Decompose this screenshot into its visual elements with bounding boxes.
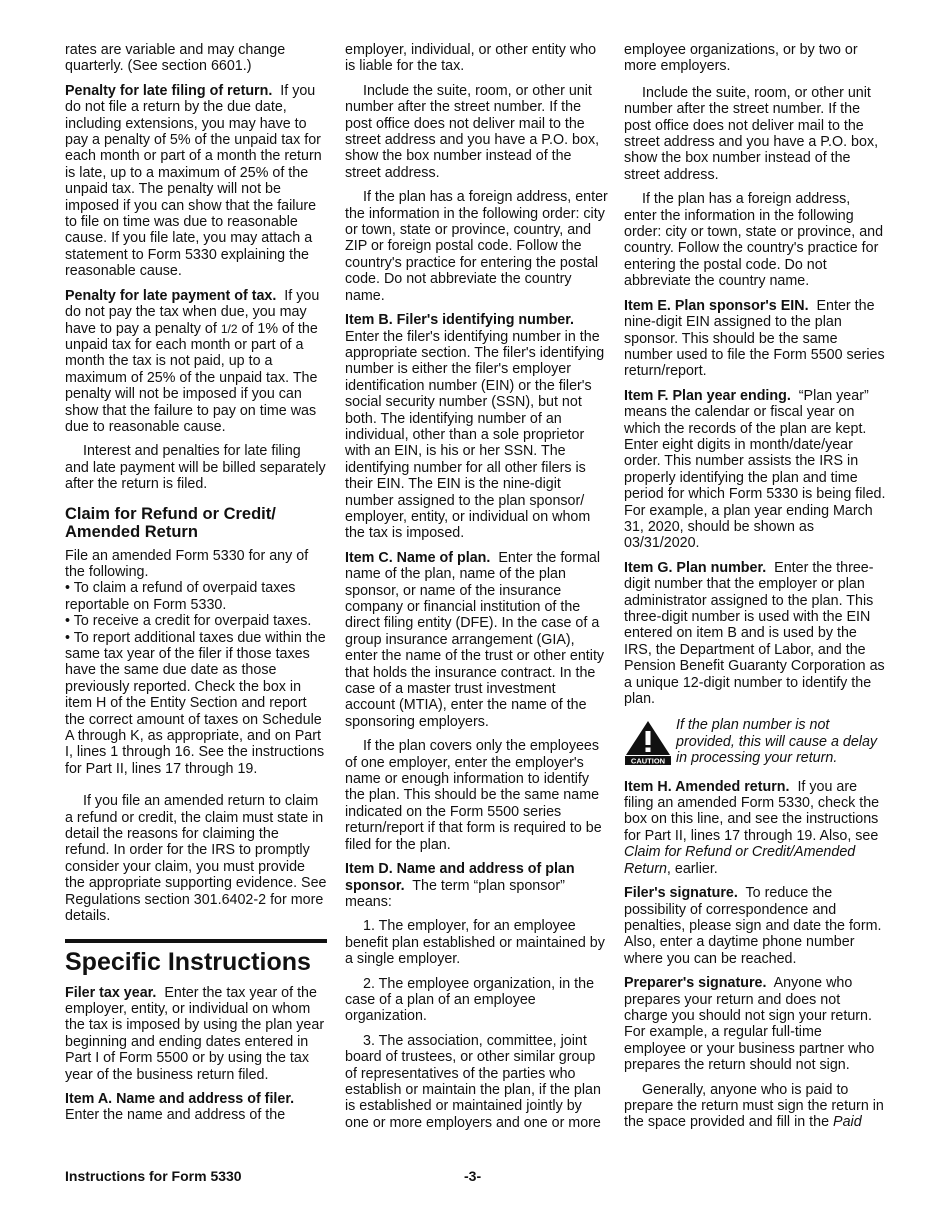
foreign-address-paragraph: If the plan has a foreign address, enter the information in the following order: city or town, state or province, country, and ZIP or foreign postal code. Follow the country's practice for entering the postal code. Do not abbreviate the country name. [345, 189, 608, 304]
late-payment-paragraph [65, 288, 327, 436]
item-c-heading: Item C. Name of plan. [345, 549, 491, 566]
item-h-text: If you are filing an amended Form 5330, check the box on this line, and see the instructions for Part II, lines 17 through 19. Also, see [624, 778, 880, 844]
item-b-heading: Item B. Filer's identifying number. [345, 312, 575, 329]
paid-italic: Paid [833, 1114, 862, 1131]
item-a-paragraph [65, 1091, 327, 1124]
bullet-item: • To receive a credit for overpaid taxes. [65, 613, 312, 630]
item-g-heading: Item G. Plan number. [624, 559, 767, 576]
footer-form-title: Instructions for Form 5330 [65, 1168, 242, 1184]
paragraph: employee organizations, or by two or more employers. [624, 42, 858, 75]
item-e-heading: Item E. Plan sponsor's EIN. [624, 297, 809, 314]
item-h-heading: Item H. Amended return. [624, 778, 790, 795]
item-e-paragraph [624, 298, 886, 380]
filer-signature-heading: Filer's signature. [624, 885, 738, 902]
filer-tax-year-paragraph [65, 985, 327, 1083]
footer-page-number: -3- [464, 1168, 482, 1184]
foreign-address-paragraph: If the plan has a foreign address, enter the information in the following order: city or town, state or province, and country. Follow the country's practice for entering the postal code. Do not abbreviate the country name. [624, 191, 884, 290]
numbered-item: 1. The employer, for an employee benefit plan established or maintained by a single employer. [345, 918, 605, 968]
item-h-reference: Claim for Refund or Credit/Amended Return [624, 844, 856, 877]
paid-preparer-text: Generally, anyone who is paid to prepare the return must sign the return in the space provided and fill in the [624, 1081, 884, 1131]
claim-intro: File an amended Form 5330 for any of the following. [65, 547, 309, 580]
late-filing-paragraph [65, 83, 327, 280]
preparer-signature-text: Anyone who prepares your return and does not charge you should not sign your return. For example, a regular full-time employee or your business partner who prepares the return should not sign. [624, 975, 875, 1074]
numbered-item: 3. The association, committee, joint board of trustees, or other similar group of representatives of the parties who establish or maintain the plan, if the plan is established or maintained jointly by one or more employers and one or more [345, 1032, 601, 1131]
item-h-paragraph [624, 779, 886, 877]
filer-signature-text: To reduce the possibility of correspondence and penalties, please sign and date the form. Also, enter a daytime phone number where you can be reached. [624, 885, 882, 967]
paid-preparer-paragraph [624, 1082, 886, 1131]
caution-notice [624, 717, 886, 766]
item-d-paragraph [345, 861, 608, 910]
caution-text: If the plan number is not provided, this will cause a delay in processing your return. [676, 717, 878, 767]
late-filing-heading: Penalty for late filing of return. [65, 82, 273, 99]
claim-heading: Claim for Refund or Credit/ Amended Return [65, 504, 276, 542]
item-b-text: Enter the filer's identifying number in the appropriate section. The filer's identifying number is either the filer's employer identification number (EIN) or the filer's social security number (SSN), but not both. The identifying number of an individual, other than a sole proprietor with an EIN, is his or her SSN. The identifying number for all other filers is their EIN. The EIN is the nine-digit number assigned to the plan sponsor/ employer, entity, or individual on whom the tax is imposed. [345, 328, 605, 542]
bullet-item: • To report additional taxes due within the same tax year of the filer if those taxes have the same due date as those previously reported. Check the box in item H of the Entity Section and report the correct amount of taxes on Schedule A through K, as appropriate, and on Part I, lines 1 through 16. See the instructions for Part II, lines 17 through 19. [65, 629, 326, 777]
section-rule [65, 939, 327, 943]
item-g-paragraph [624, 560, 886, 708]
late-payment-text-a: If you do not pay the tax when due, you may have to pay a penalty of [65, 287, 320, 337]
item-c-paragraph [345, 550, 608, 730]
numbered-item: 2. The employee organization, in the case of a plan of an employee organization. [345, 975, 595, 1025]
late-payment-text-b: of 1% of the unpaid tax for each month or part of a month the tax is not paid, up to a maximum of 25% of the unpaid tax. The penalty will not be imposed if you can show that the failure to pay on time was due to reasonable cause. [65, 320, 318, 435]
late-payment-heading: Penalty for late payment of tax. [65, 287, 277, 304]
paragraph: employer, individual, or other entity who is liable for the tax. [345, 42, 597, 75]
column-2 [345, 42, 608, 1139]
item-a-text: Enter the name and address of the [65, 1107, 286, 1124]
bullet-item: • To claim a refund of overpaid taxes reportable on Form 5330. [65, 580, 296, 613]
paragraph: rates are variable and may change quarterly. (See section 6601.) [65, 42, 286, 75]
column-3 [624, 42, 886, 1139]
filer-tax-year-text: Enter the tax year of the employer, entity, or individual on whom the tax is imposed by using the plan year beginning and ending dates entered in Part I of Form 5500 or by using the tax year of the business return filed. [65, 984, 325, 1083]
item-d-text: The term “plan sponsor” means: [345, 877, 565, 910]
item-h-end: , earlier. [666, 860, 718, 877]
filer-signature-paragraph [624, 885, 886, 967]
amended-paragraph: If you file an amended return to claim a refund or credit, the claim must state in detail the reasons for claiming the refund. In order for the IRS to promptly consider your claim, you must provide the appropriate supporting evidence. See Regulations section 301.6402-2 for more details. [65, 793, 327, 925]
specific-instructions-heading: Specific Instructions [65, 947, 311, 976]
item-g-text: Enter the three-digit number that the employer or plan administrator assigned to the plan. This three-digit number is used with the EIN entered on item B and is used by the IRS, the Department of Labor, and the Pension Benefit Guaranty Corporation as a unique 12-digit number to identify the plan. [624, 559, 885, 708]
item-f-paragraph [624, 388, 886, 552]
column-1 [65, 42, 327, 1132]
one-half-fraction: 1/2 [220, 321, 238, 336]
late-filing-text: If you do not file a return by the due date, including extensions, you may have to pay a penalty of 5% of the unpaid tax for each month or part of a month the return is late, up to a maximum of 25% of the unpaid tax. The penalty will not be imposed if you can show that the failure to file on time was due to reasonable cause. If you file late, you may attach a statement to Form 5330 explaining the reasonable cause. [65, 82, 322, 280]
item-e-text: Enter the nine-digit EIN assigned to the plan sponsor. This should be the same number used to file the Form 5500 series return/report. [624, 297, 885, 380]
suite-paragraph: Include the suite, room, or other unit number after the street number. If the post office does not deliver mail to the street address and you have a P.O. box, show the box number instead of the street address. [345, 82, 600, 181]
item-f-text: “Plan year” means the calendar or fiscal year on which the records of the plan are kept. Enter eight digits in month/date/year order. This number assists the IRS in properly identifying the plan and time period for which Form 5330 is being filed. For example, a plan year ending March 31, 2020, should be shown as 03/31/2020. [624, 387, 886, 552]
item-b-paragraph [345, 312, 608, 542]
filer-tax-year-heading: Filer tax year. [65, 984, 157, 1001]
item-d-heading: Item D. Name and address of plan sponsor. [345, 861, 575, 894]
item-f-heading: Item F. Plan year ending. [624, 387, 791, 404]
caution-label: CAUTION [630, 756, 666, 766]
preparer-signature-heading: Preparer's signature. [624, 975, 767, 992]
interest-paragraph: Interest and penalties for late filing and late payment will be billed separately after the return is filed. [65, 443, 326, 493]
preparer-signature-paragraph [624, 975, 886, 1073]
item-c-text: Enter the formal name of the plan, name of the plan sponsor, or name of the insurance company or financial institution of the direct filing entity (DFE). In the case of a group insurance arrangement (GIA), enter the name of the trust or other entity that holds the insurance contract. In the case of a master trust investment account (MTIA), enter the name of the sponsoring employers. [345, 549, 605, 730]
caution-icon [624, 719, 672, 765]
item-a-heading: Item A. Name and address of filer. [65, 1090, 295, 1107]
suite-paragraph: Include the suite, room, or other unit number after the street number. If the post office does not deliver mail to the street address and you have a P.O. box, show the box number instead of the street address. [624, 84, 879, 183]
one-employer-paragraph: If the plan covers only the employees of one employer, enter the employer's name or enough information to identify the plan. This should be the same name indicated on the Form 5500 series return/report if that form is required to be filed for the plan. [345, 738, 602, 853]
